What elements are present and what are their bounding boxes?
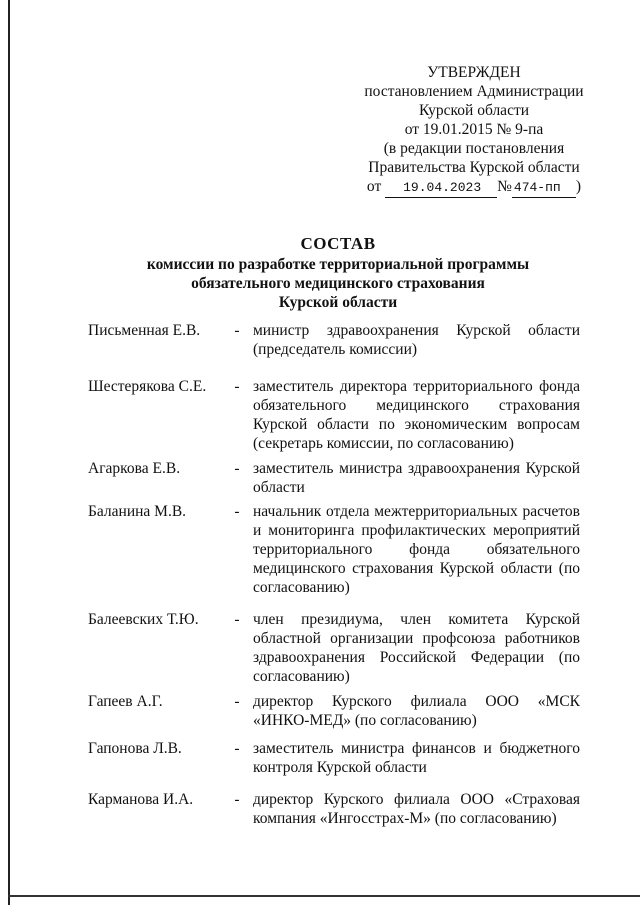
member-role: министр здравоохранения Курской области (председатель комиссии) — [253, 322, 580, 358]
member-role: член президиума, член комитета Курской областной организации профсоюза работников здравоохранения Российской Федерации (по согласованию) — [253, 611, 580, 685]
member-dash: - — [234, 693, 240, 710]
document-title — [90, 234, 586, 312]
scan-bottom-border — [8, 895, 640, 897]
member-row — [88, 610, 580, 692]
member-role: директор Курского филиала ООО «МСК «ИНКО-МЕД» (по согласованию) — [253, 693, 580, 729]
member-dash: - — [234, 322, 240, 339]
member-name: Письменная Е.В. — [88, 322, 201, 339]
approval-line: постановлением Администрации — [364, 83, 584, 100]
member-name: Карманова И.А. — [88, 791, 194, 808]
approval-line: Правительства Курской области — [368, 159, 580, 176]
scan-left-border — [8, 0, 10, 905]
member-row — [88, 459, 580, 502]
member-dash: - — [234, 791, 240, 808]
title-line: обязательного медицинского страхования — [191, 275, 485, 292]
member-row — [88, 502, 580, 610]
title-main: СОСТАВ — [300, 234, 376, 253]
title-line: Курской области — [278, 294, 398, 311]
approval-line: Курской области — [418, 102, 530, 119]
member-role: директор Курского филиала ООО «Страховая компания «Ингосстрах-М» (по согласованию) — [253, 791, 580, 827]
closing-paren: ) — [575, 178, 582, 195]
member-dash: - — [234, 611, 240, 628]
approval-line: от 19.01.2015 № 9-па — [404, 121, 544, 138]
member-role: заместитель министра здравоохранения Курской области — [253, 460, 580, 496]
amendment-number: 474-пп — [512, 178, 576, 198]
member-name: Шестерякова С.Е. — [88, 378, 207, 395]
amendment-date: 19.04.2023 — [385, 178, 497, 198]
member-row — [88, 739, 580, 790]
member-role: начальник отдела межтерриториальных расчетов и мониторинга профилактических мероприятий территориального фонда обязательного медицинского страхования Курской области (по согласованию) — [253, 503, 580, 596]
member-dash: - — [234, 460, 240, 477]
approval-block — [340, 63, 608, 198]
approval-line: (в редакции постановления — [383, 140, 565, 157]
member-name: Агаркова Е.В. — [88, 460, 181, 477]
member-dash: - — [234, 378, 240, 395]
title-line: комиссии по разработке территориальной программы — [146, 256, 530, 273]
member-dash: - — [234, 503, 240, 520]
number-prefix: № — [497, 178, 512, 195]
member-row — [88, 790, 580, 830]
member-name: Баланина М.В. — [88, 503, 187, 520]
member-dash: - — [234, 740, 240, 757]
member-name: Гапонова Л.В. — [88, 740, 182, 757]
amendment-date-line — [340, 177, 608, 198]
member-row — [88, 377, 580, 459]
member-role: заместитель министра финансов и бюджетного контроля Курской области — [253, 740, 580, 776]
approval-heading: УТВЕРЖДЕН — [427, 64, 521, 81]
member-role: заместитель директора территориального фонда обязательного медицинского страхования Курской области по экономическим вопросам (секретарь комиссии, по согласованию) — [253, 378, 580, 452]
date-prefix: от — [366, 178, 382, 195]
members-list — [88, 321, 580, 830]
member-row — [88, 321, 580, 377]
member-name: Балеевских Т.Ю. — [88, 611, 199, 628]
member-row — [88, 692, 580, 739]
member-name: Гапеев А.Г. — [88, 693, 163, 710]
